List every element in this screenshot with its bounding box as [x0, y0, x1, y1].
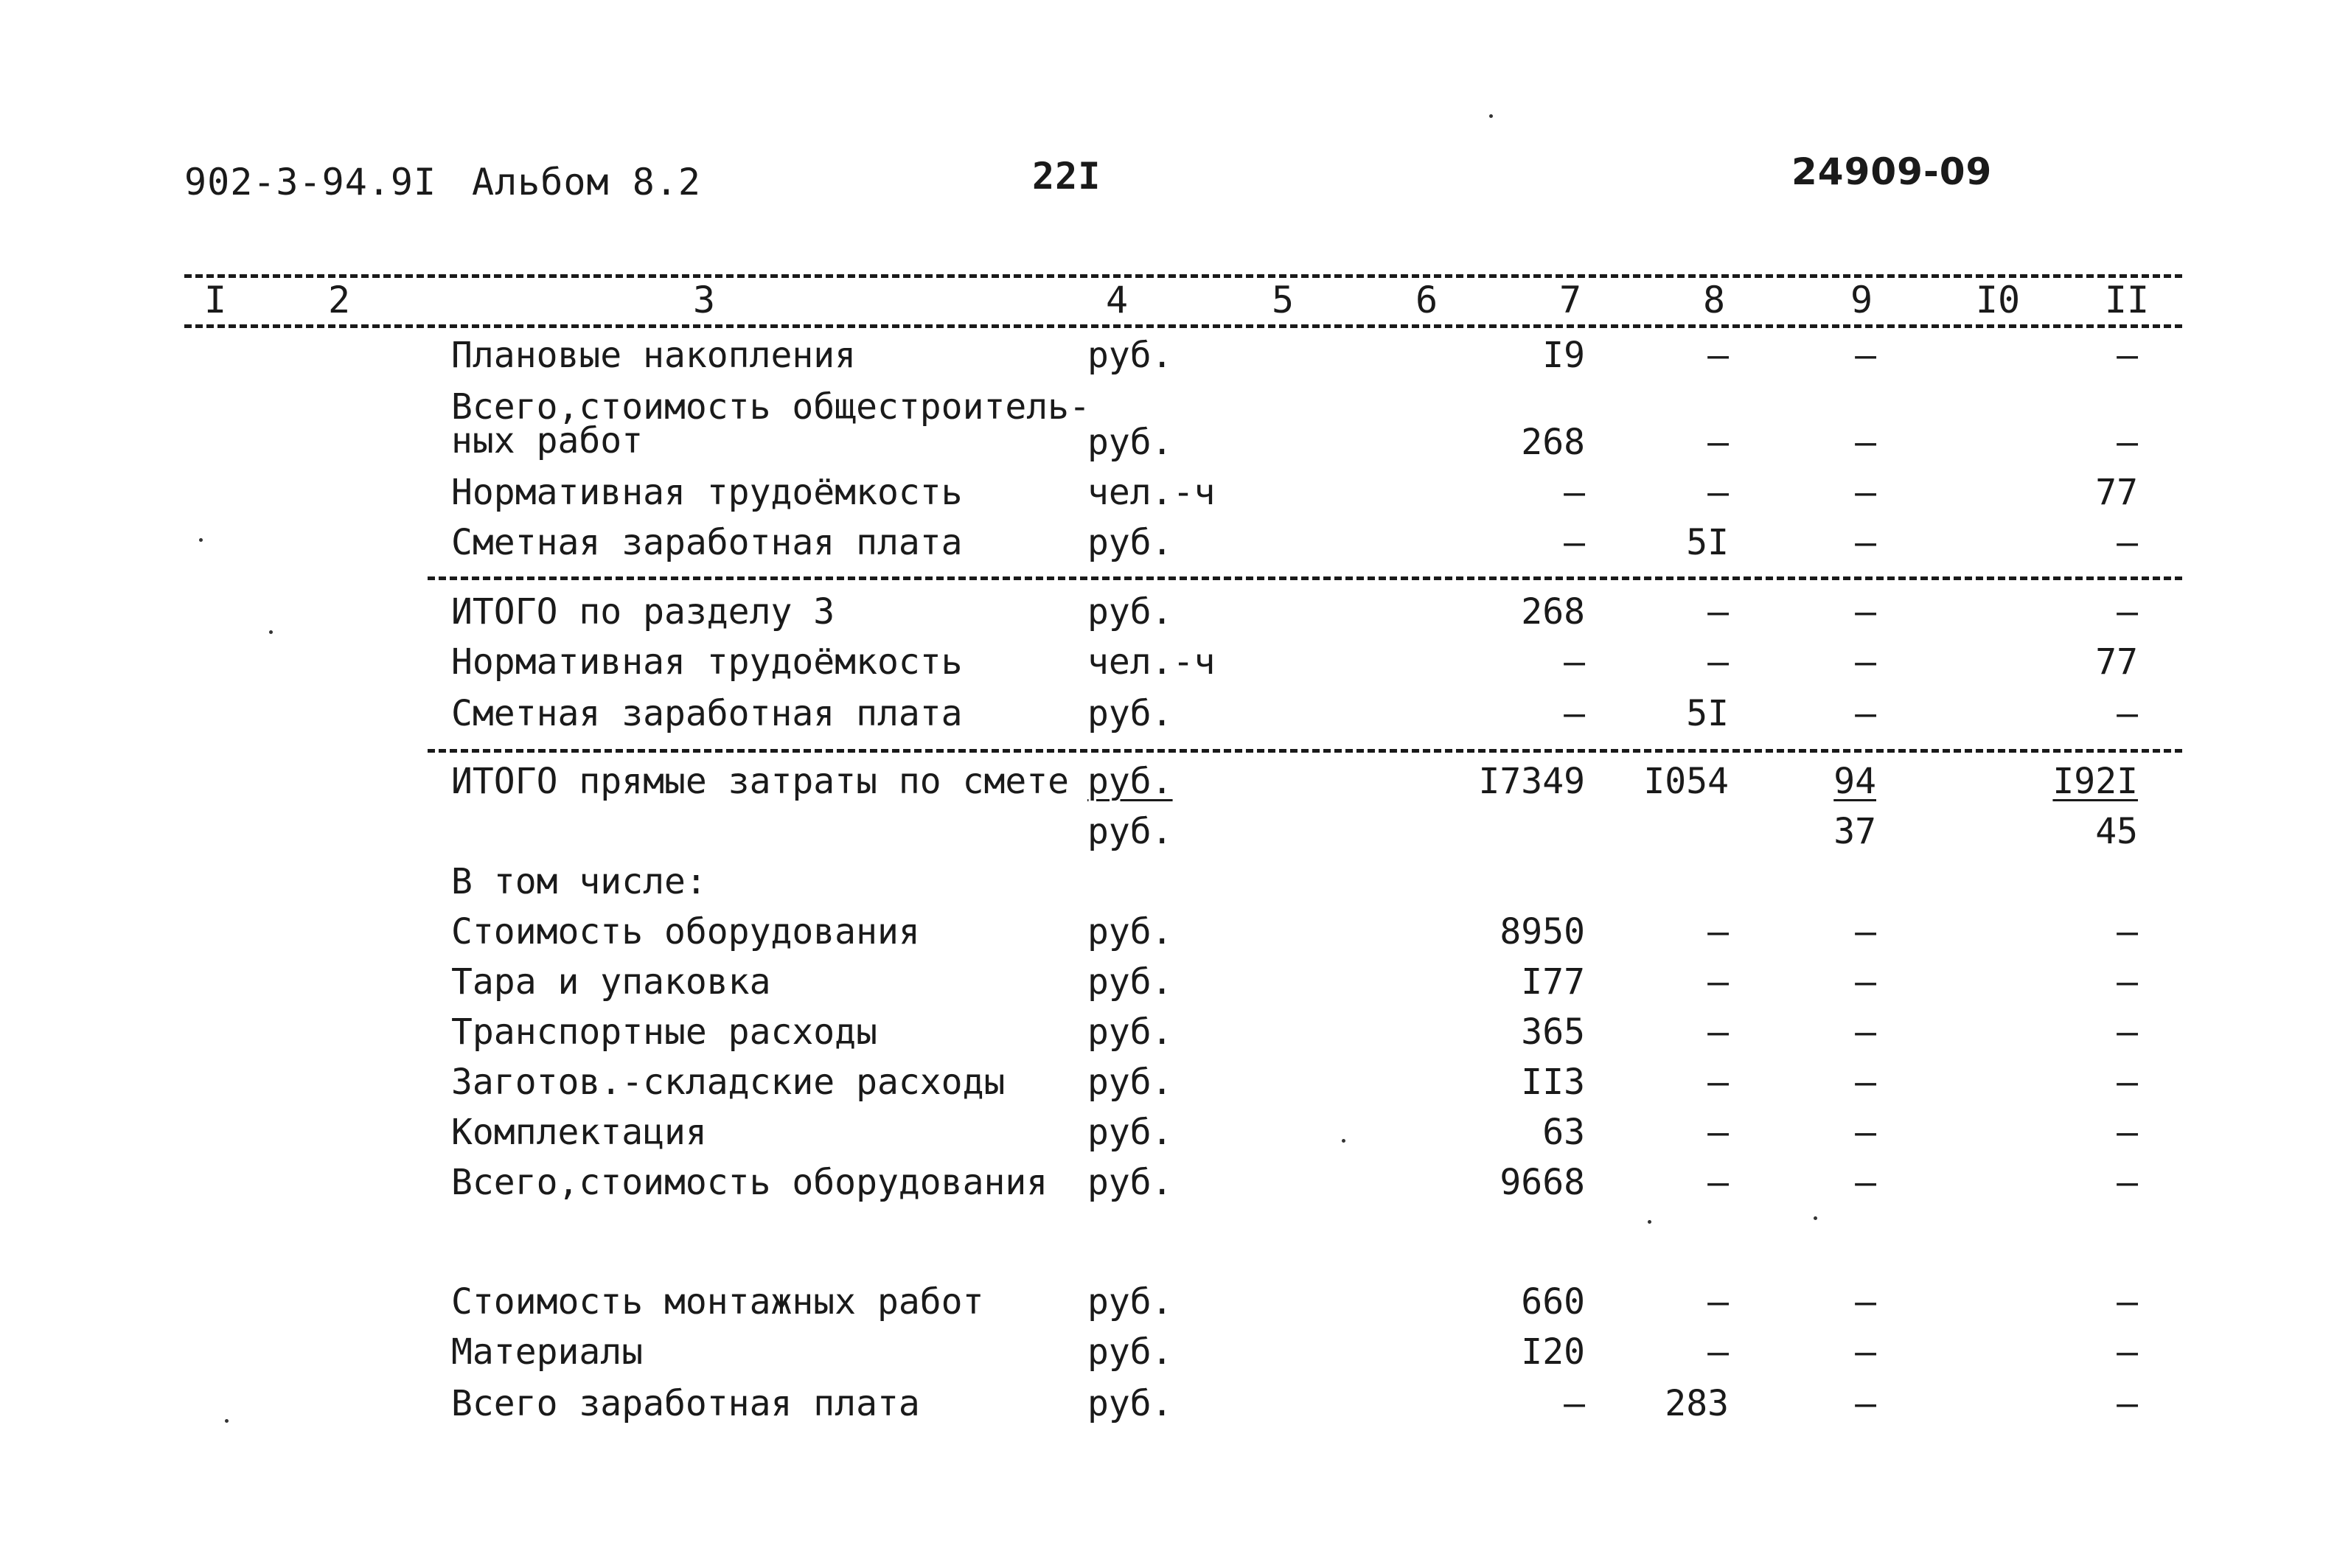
col9-value: – [1855, 1331, 1876, 1373]
row-description: ИТОГО прямые затраты по смете [451, 761, 1070, 802]
column-number: 7 [1558, 279, 1582, 321]
row-unit: руб. [1087, 1011, 1173, 1053]
col11-value: – [2117, 1383, 2138, 1424]
table-row [0, 811, 2351, 858]
col9-value: – [1855, 961, 1876, 1003]
row-description: Нормативная трудоёмкость [451, 472, 963, 513]
col7-value: 660 [1521, 1281, 1585, 1323]
col8-value: I054 [1643, 761, 1729, 802]
col7-value: 63 [1542, 1112, 1585, 1153]
col9-value: 94 [1833, 761, 1876, 802]
col11-value: – [2117, 591, 2138, 633]
scan-speck [1342, 1139, 1345, 1143]
col7-value: 8950 [1500, 911, 1585, 952]
column-number: I [203, 279, 227, 321]
col9-value: – [1855, 911, 1876, 952]
col7-value: I9 [1542, 335, 1585, 376]
col7-value: I77 [1521, 961, 1585, 1003]
col8-value: – [1707, 422, 1729, 463]
row-description: Стоимость оборудования [451, 911, 920, 952]
row-unit: руб. [1087, 335, 1173, 376]
row-description: Тара и упаковка [451, 961, 771, 1003]
col8-value: – [1707, 961, 1729, 1003]
col11-value: – [2117, 1281, 2138, 1323]
row-unit: руб. [1087, 591, 1173, 633]
table-row [0, 472, 2351, 519]
table-row [0, 1162, 2351, 1209]
col7-value: 268 [1521, 422, 1585, 463]
col8-value: – [1707, 911, 1729, 952]
col8-value: – [1707, 641, 1729, 683]
col9-value: – [1855, 1112, 1876, 1153]
col11-value: 45 [2095, 811, 2138, 852]
col9-value: – [1855, 335, 1876, 376]
col9-value: – [1855, 693, 1876, 734]
col11-value: 77 [2095, 472, 2138, 513]
row-unit: руб. [1087, 422, 1173, 463]
col9-value: – [1855, 1281, 1876, 1323]
scan-speck [199, 538, 203, 542]
header-bottom-rule [184, 324, 2182, 328]
col8-value: – [1707, 1162, 1729, 1203]
col11-value: – [2117, 1331, 2138, 1373]
table-row [0, 591, 2351, 638]
scan-speck [1648, 1220, 1651, 1224]
page-number: 22I [1032, 155, 1101, 198]
table-row [0, 335, 2351, 382]
col11-value: – [2117, 1011, 2138, 1053]
column-number: 6 [1415, 279, 1438, 321]
row-description: Всего заработная плата [451, 1383, 920, 1424]
col8-value: – [1707, 335, 1729, 376]
column-number: 8 [1702, 279, 1726, 321]
col9-value: – [1855, 1162, 1876, 1203]
col11-value: – [2117, 422, 2138, 463]
album-label: Альбом 8.2 [472, 161, 702, 203]
col9-value: 37 [1833, 811, 1876, 852]
table-row [0, 1112, 2351, 1159]
column-number: 4 [1105, 279, 1129, 321]
table-row [0, 522, 2351, 569]
row-unit: руб. [1087, 1383, 1173, 1424]
col9-value: – [1855, 472, 1876, 513]
row-description: В том числе: [451, 861, 707, 902]
table-row [0, 861, 2351, 908]
col7-value: – [1564, 472, 1585, 513]
col11-value: – [2117, 1062, 2138, 1103]
row-unit: чел.-ч [1087, 472, 1216, 513]
table-top-rule [184, 274, 2182, 278]
col7-value: II3 [1521, 1062, 1585, 1103]
col9-value: – [1855, 522, 1876, 563]
col8-value: – [1707, 1062, 1729, 1103]
col8-value: – [1707, 1281, 1729, 1323]
row-description: Материалы [451, 1331, 644, 1373]
column-number: 5 [1271, 279, 1295, 321]
col7-value: – [1564, 1383, 1585, 1424]
row-description: Транспортные расходы [451, 1011, 877, 1053]
col8-value: – [1707, 1331, 1729, 1373]
table-row [0, 961, 2351, 1008]
row-unit: руб. [1087, 811, 1173, 852]
row-description: Сметная заработная плата [451, 522, 963, 563]
col7-value: 268 [1521, 591, 1585, 633]
row-description: Заготов.-складские расходы [451, 1062, 1006, 1103]
table-row [0, 911, 2351, 958]
row-unit: руб. [1087, 1331, 1173, 1373]
row-unit: руб. [1087, 1281, 1173, 1323]
col8-value: 283 [1665, 1383, 1729, 1424]
scan-speck [225, 1419, 229, 1423]
col11-value: – [2117, 335, 2138, 376]
table-row [0, 386, 2351, 463]
col9-value: – [1855, 591, 1876, 633]
col9-value: – [1855, 422, 1876, 463]
row-description: Всего,стоимость общестроитель- ных работ [451, 386, 1090, 461]
col11-value: – [2117, 693, 2138, 734]
table-row [0, 1383, 2351, 1430]
row-unit: руб. [1087, 961, 1173, 1003]
row-unit: руб. [1087, 522, 1173, 563]
section-rule [428, 749, 2182, 753]
table-row [0, 1011, 2351, 1059]
row-unit: руб. [1087, 1162, 1173, 1203]
section-rule [428, 576, 2182, 580]
row-description: Стоимость монтажных работ [451, 1281, 984, 1323]
col9-value: – [1855, 1011, 1876, 1053]
table-row [0, 693, 2351, 740]
col7-value: – [1564, 641, 1585, 683]
col9-value: – [1855, 641, 1876, 683]
col8-value: – [1707, 1011, 1729, 1053]
row-unit: чел.-ч [1087, 641, 1216, 683]
scan-speck [1489, 114, 1493, 118]
col9-value: – [1855, 1383, 1876, 1424]
table-row [0, 641, 2351, 689]
col11-value: – [2117, 1162, 2138, 1203]
col7-value: 9668 [1500, 1162, 1585, 1203]
row-description: Плановые накопления [451, 335, 857, 376]
row-description: Сметная заработная плата [451, 693, 963, 734]
row-unit: руб. [1087, 761, 1173, 802]
col11-value: – [2117, 522, 2138, 563]
table-row [0, 1331, 2351, 1379]
col9-value: – [1855, 1062, 1876, 1103]
column-number: 9 [1850, 279, 1873, 321]
col7-value: I7349 [1478, 761, 1585, 802]
column-number: 3 [692, 279, 716, 321]
col8-value: – [1707, 591, 1729, 633]
col7-value: I20 [1521, 1331, 1585, 1373]
row-unit: руб. [1087, 911, 1173, 952]
scan-speck [269, 630, 273, 634]
col11-value: – [2117, 911, 2138, 952]
row-description: Комплектация [451, 1112, 707, 1153]
col7-value: 365 [1521, 1011, 1585, 1053]
row-description: Нормативная трудоёмкость [451, 641, 963, 683]
table-row [0, 761, 2351, 808]
table-row [0, 1062, 2351, 1109]
row-unit: руб. [1087, 1112, 1173, 1153]
col7-value: – [1564, 693, 1585, 734]
col11-value: I92I [2052, 761, 2138, 802]
column-number: II [2104, 279, 2150, 321]
col7-value: – [1564, 522, 1585, 563]
col8-value: – [1707, 1112, 1729, 1153]
row-unit: руб. [1087, 1062, 1173, 1103]
document-number: 24909-09 [1791, 150, 1993, 193]
col8-value: – [1707, 472, 1729, 513]
row-description: ИТОГО по разделу 3 [451, 591, 835, 633]
row-unit: руб. [1087, 693, 1173, 734]
row-description: Всего,стоимость оборудования [451, 1162, 1048, 1203]
scan-speck [1814, 1216, 1817, 1220]
project-code: 902-3-94.9I [184, 161, 437, 203]
column-number: I0 [1975, 279, 2021, 321]
col8-value: 5I [1686, 693, 1729, 734]
table-row [0, 1281, 2351, 1328]
column-number: 2 [327, 279, 351, 321]
col11-value: 77 [2095, 641, 2138, 683]
col11-value: – [2117, 961, 2138, 1003]
col8-value: 5I [1686, 522, 1729, 563]
col11-value: – [2117, 1112, 2138, 1153]
